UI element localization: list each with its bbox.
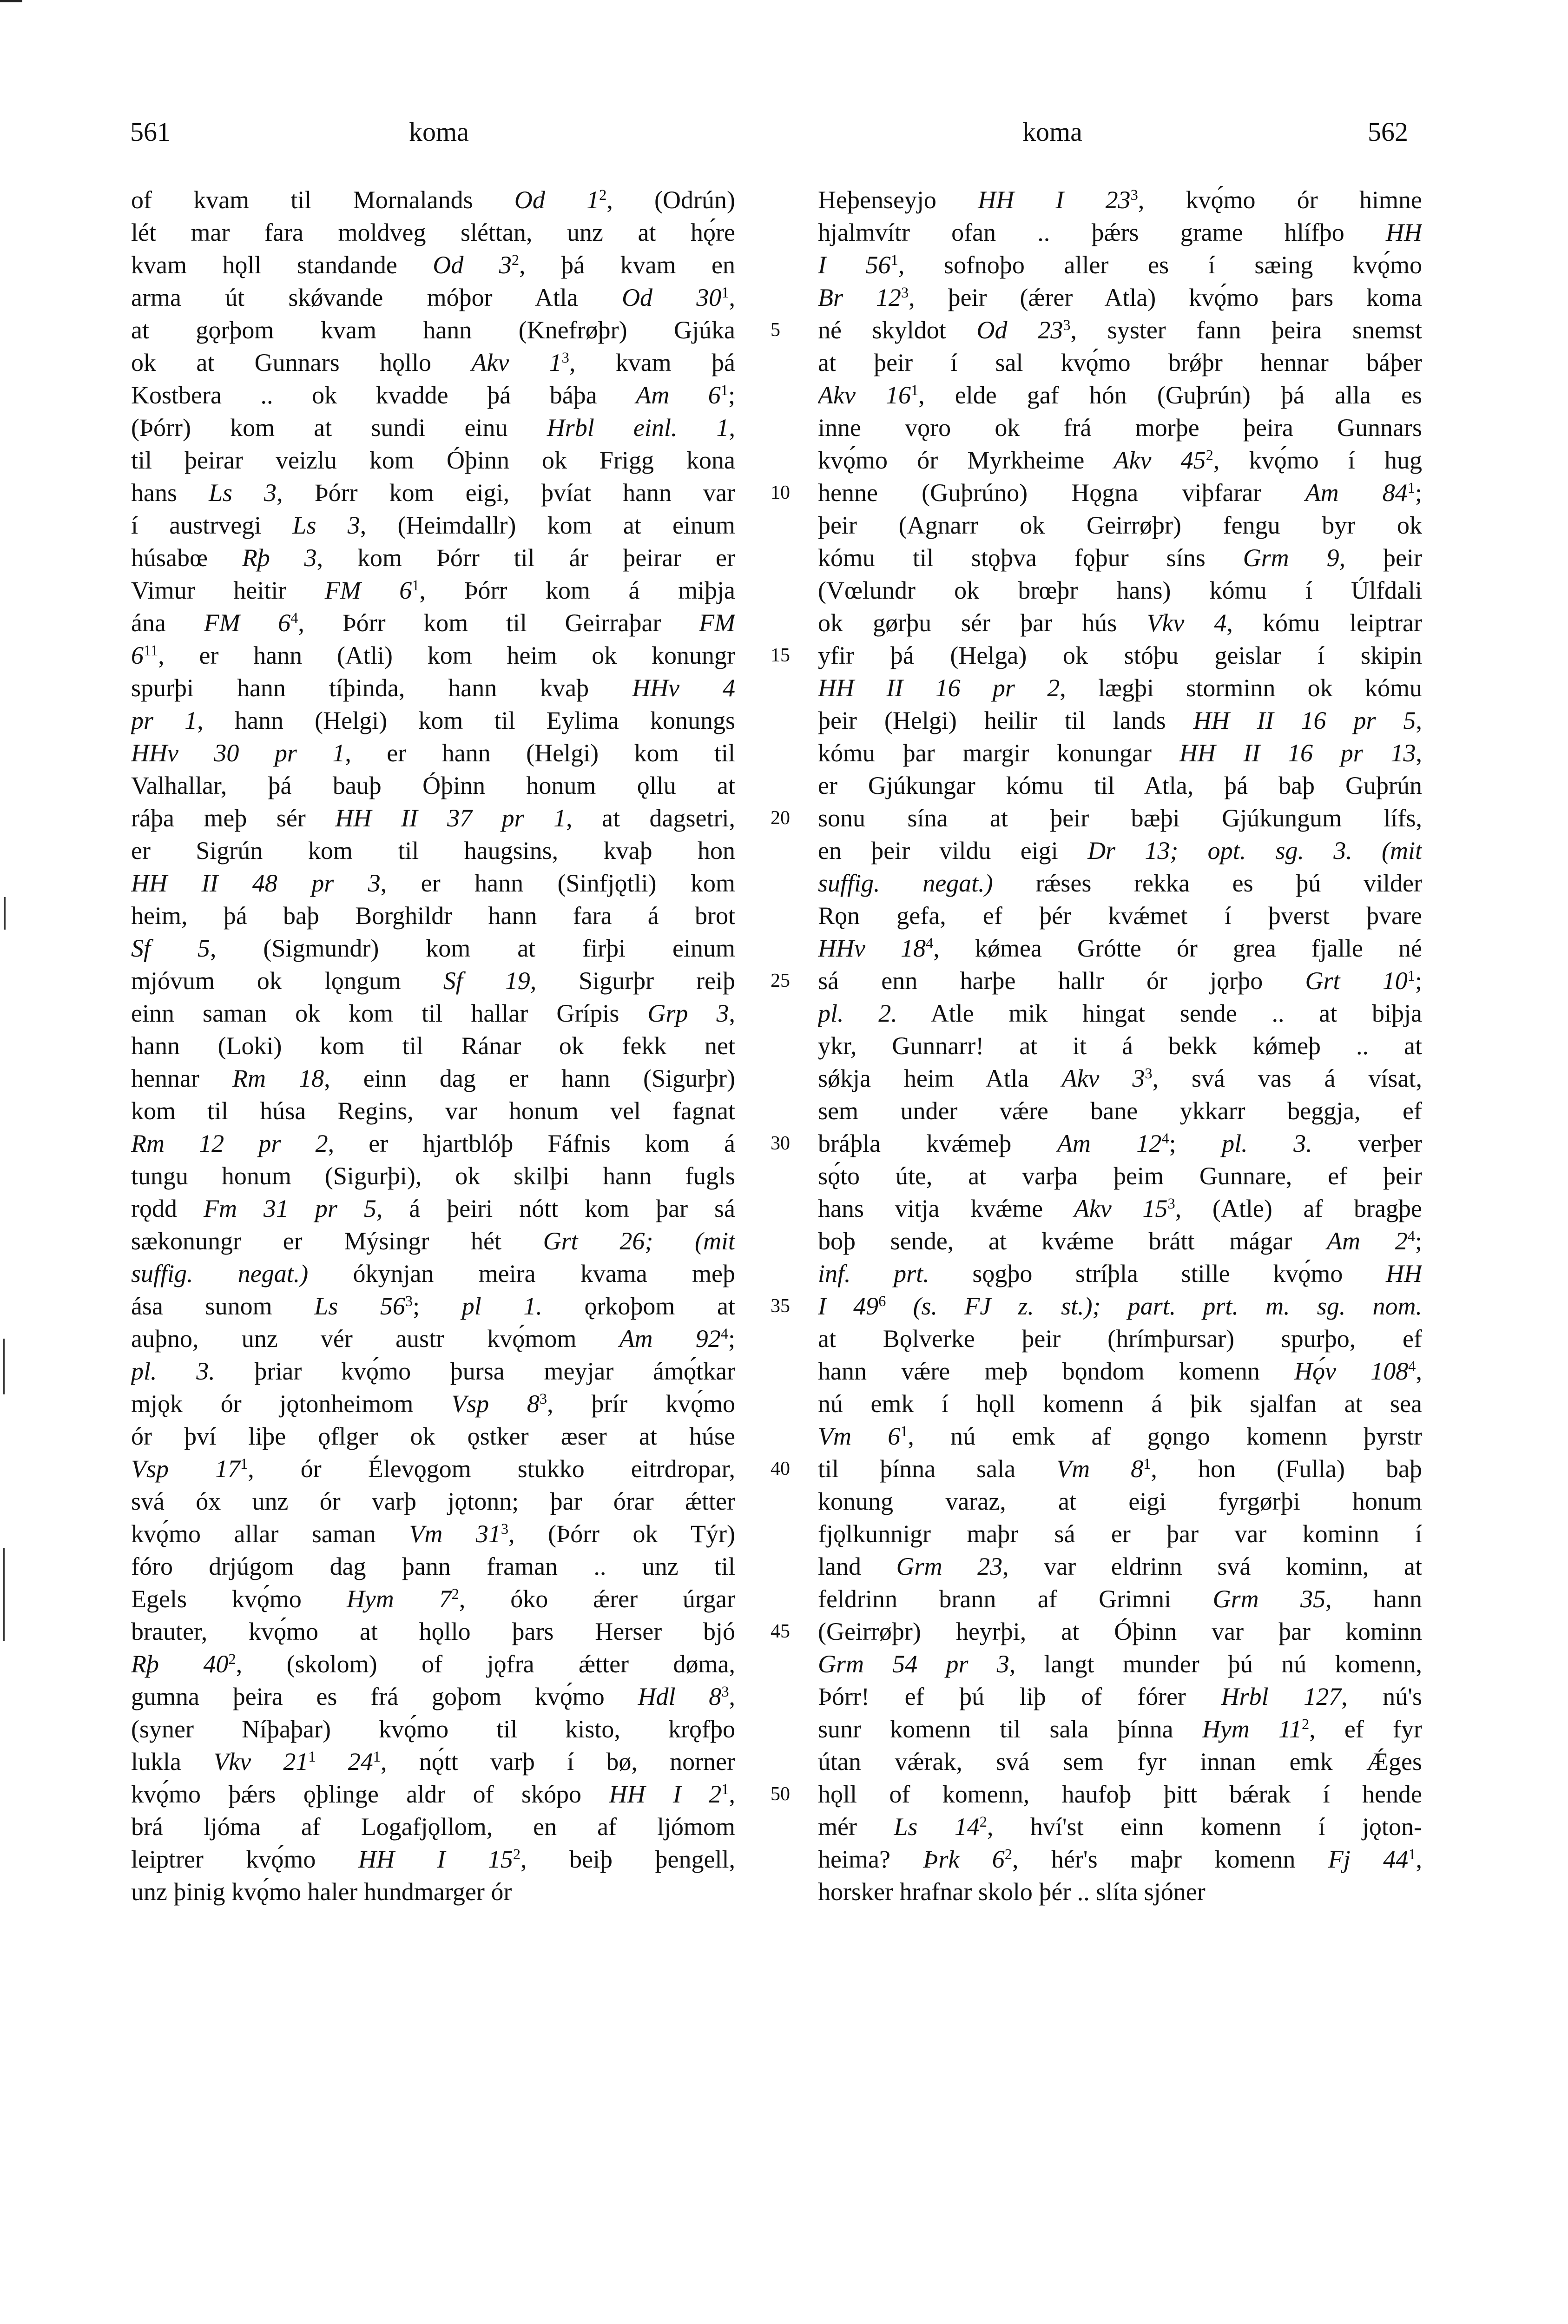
scan-margin-mark	[3, 1548, 5, 1641]
text-line: (Þórr) kom at sundi einu Hrbl einl. 1,	[131, 414, 735, 442]
right-column	[818, 184, 1422, 1908]
text-line: (syner Níþaþar) kvǫ́mo til kisto, krǫfþo	[131, 1715, 735, 1743]
text-line: sǿkja heim Atla Akv $3^3$, svá vas á vísat,	[818, 1064, 1422, 1092]
left-column	[131, 184, 735, 1908]
text-line: einn saman ok kom til hallar Grípis Grp 3,	[131, 999, 735, 1027]
text-line: pl. 2. Atle mik hingat sende .. at biþja	[818, 999, 1422, 1027]
text-line: (Geirrøþr) heyrþi, at Óþinn var þar kominn	[818, 1618, 1422, 1645]
text-line: land Grm 23, var eldrinn svá kominn, at	[818, 1552, 1422, 1580]
text-line: ykr, Gunnarr! at it á bekk kǿmeþ .. at	[818, 1032, 1422, 1060]
text-line: kvǫ́mo þǽrs ǫþlinge aldr of skópo HH I $2^1$,	[131, 1780, 735, 1808]
text-line: mér Ls $14^2$, hví'st einn komenn í jǫton-	[818, 1813, 1422, 1841]
text-line: suffig. negat.) ókynjan meira kvama meþ	[131, 1260, 735, 1287]
page-header	[0, 116, 1568, 172]
text-line: er Gjúkungar kómu til Atla, þá baþ Guþrún	[818, 772, 1422, 799]
text-line: kom til húsa Regins, var honum vel fagnat	[131, 1097, 735, 1125]
text-line: Rǫn gefa, ef þér kvǽmet í þverst þvare	[818, 902, 1422, 930]
text-line: Þórr! ef þú liþ of fórer Hrbl 127, nú's	[818, 1683, 1422, 1710]
text-line: konung varaz, at eigi fyrgørþi honum	[818, 1487, 1422, 1515]
text-line: HH II 48 pr 3, er hann (Sinfjǫtli) kom	[131, 869, 735, 897]
text-line: né skyldot Od $23^3$, syster fann þeira snemst	[818, 316, 1422, 344]
page-number-right: 562	[1368, 117, 1408, 147]
text-line: unz þinig kvǫ́mo haler hundmarger ór	[131, 1878, 512, 1906]
text-line: auþno, unz vér austr kvǫ́mom Am $92^4$;	[131, 1325, 735, 1353]
scan-margin-mark	[4, 897, 6, 930]
text-line: at þeir í sal kvǫ́mo brǿþr hennar báþer	[818, 349, 1422, 376]
text-line: inf. prt. sǫgþo stríþla stille kvǫ́mo HH	[818, 1260, 1422, 1287]
text-line: heima? Þrk $6^2$, hér's maþr komenn Fj $44^1$,	[818, 1845, 1422, 1873]
text-line: yfir þá (Helga) ok stóþu geislar í skipin	[818, 641, 1422, 669]
text-line: sǫ́to úte, at varþa þeim Gunnare, ef þeir	[818, 1162, 1422, 1190]
text-line: heim, þá baþ Borghildr hann fara á brot	[131, 902, 735, 930]
text-line: feldrinn brann af Grimni Grm 35, hann	[818, 1585, 1422, 1613]
text-line: pl. 3. þriar kvǫ́mo þursa meyjar ámǫ́tkar	[131, 1357, 735, 1385]
text-line: til þeirar veizlu kom Óþinn ok Frigg kona	[131, 446, 735, 474]
text-line: nú emk í hǫll komenn á þik sjalfan at sea	[818, 1390, 1422, 1418]
text-line: HHv 30 pr 1, er hann (Helgi) kom til	[131, 739, 735, 767]
text-line: brauter, kvǫ́mo at hǫllo þars Herser bjó	[131, 1618, 735, 1645]
line-number: 20	[771, 807, 790, 829]
text-line: Sf 5, (Sigmundr) kom at firþi einum	[131, 934, 735, 962]
text-line: hjalmvítr ofan .. þǽrs grame hlífþo HH	[818, 218, 1422, 246]
text-line: gumna þeira es frá goþom kvǫ́mo Hdl $8^3$,	[131, 1683, 735, 1710]
text-line: sonu sína at þeir bæþi Gjúkungum lífs,	[818, 804, 1422, 832]
text-line: Rþ $40^2$, (skolom) of jǫfra ǽtter døma,	[131, 1650, 735, 1678]
text-line: en þeir vildu eigi Dr 13; opt. sg. 3. (mit	[818, 837, 1422, 865]
text-line: $6^{11}$, er hann (Atli) kom heim ok konungr	[131, 641, 735, 669]
text-line: pr 1, hann (Helgi) kom til Eylima konungs	[131, 706, 735, 734]
page-number-left: 561	[130, 117, 171, 147]
text-line: fjǫlkunnigr maþr sá er þar var kominn í	[818, 1520, 1422, 1548]
text-line: I $49^6$ (s. FJ z. st.); part. prt. m. sg. nom.	[818, 1292, 1422, 1320]
text-line: Vsp $17^1$, ór Élevǫgom stukko eitrdropar,	[131, 1455, 735, 1483]
text-line: Akv $16^1$, elde gaf hón (Guþrún) þá alla es	[818, 381, 1422, 409]
text-line: Grm 54 pr 3, langt munder þú nú komenn,	[818, 1650, 1422, 1678]
text-line: ok gørþu sér þar hús Vkv 4, kómu leiptrar	[818, 609, 1422, 637]
text-line: kvam hǫll standande Od $3^2$, þá kvam en	[131, 251, 735, 279]
text-line: Egels kvǫ́mo Hym $7^2$, óko ǽrer úrgar	[131, 1585, 735, 1613]
text-line: kvǫ́mo allar saman Vm $31^3$, (Þórr ok Týr)	[131, 1520, 735, 1548]
text-line: ána FM $6^4$, Þórr kom til Geirraþar FM	[131, 609, 735, 637]
text-line: (Vœlundr ok brœþr hans) kómu í Úlfdali	[818, 576, 1422, 604]
text-line: hans Ls 3, Þórr kom eigi, þvíat hann var	[131, 479, 735, 507]
text-line: mjóvum ok lǫngum Sf 19, Sigurþr reiþ	[131, 967, 735, 995]
text-line: Br $12^3$, þeir (ǽrer Atla) kvǫ́mo þars koma	[818, 284, 1422, 311]
line-number: 25	[771, 970, 790, 991]
text-line: kómu þar margir konungar HH II 16 pr 13,	[818, 739, 1422, 767]
line-number: 50	[771, 1783, 790, 1805]
text-line: hǫll of komenn, haufoþ þitt bǽrak í hende	[818, 1780, 1422, 1808]
text-line: útan vǽrak, svá sem fyr innan emk Ǽges	[818, 1748, 1422, 1776]
text-line: þeir (Agnarr ok Geirrøþr) fengu byr ok	[818, 511, 1422, 539]
text-line: boþ sende, at kvǽme brátt mágar Am $2^4$;	[818, 1227, 1422, 1255]
text-line: HHv $18^4$, kǿmea Grótte ór grea fjalle né	[818, 934, 1422, 962]
text-line: húsabœ Rþ 3, kom Þórr til ár þeirar er	[131, 544, 735, 572]
text-line: svá óx unz ór varþ jǫtonn; þar órar ǽtter	[131, 1487, 735, 1515]
line-number: 35	[771, 1295, 790, 1317]
text-line: arma út skǿvande móþor Atla Od $30^1$,	[131, 284, 735, 311]
line-number: 30	[771, 1133, 790, 1154]
text-line: of kvam til Mornalands Od $1^2$, (Odrún)	[131, 186, 735, 214]
text-line: rǫdd Fm 31 pr 5, á þeiri nótt kom þar sá	[131, 1195, 735, 1222]
text-line: Rm 12 pr 2, er hjartblóþ Fáfnis kom á	[131, 1129, 735, 1157]
text-line: Vimur heitir FM $6^1$, Þórr kom á miþja	[131, 576, 735, 604]
text-line: sem under vǽre bane ykkarr beggja, ef	[818, 1097, 1422, 1125]
text-line: leiptrer kvǫ́mo HH I $15^2$, beiþ þengell,	[131, 1845, 735, 1873]
text-line: til þínna sala Vm $8^1$, hon (Fulla) baþ	[818, 1455, 1422, 1483]
scan-corner-mark	[0, 0, 22, 2]
text-line: kvǫ́mo ór Myrkheime Akv $45^2$, kvǫ́mo í hug	[818, 446, 1422, 474]
text-line: í austrvegi Ls 3, (Heimdallr) kom at einum	[131, 511, 735, 539]
text-line: lét mar fara moldveg sléttan, unz at hǫ́re	[131, 218, 735, 246]
running-head-left: koma	[409, 117, 469, 147]
text-line: ráþa meþ sér HH II 37 pr 1, at dagsetri,	[131, 804, 735, 832]
text-line: inne vǫro ok frá morþe þeira Gunnars	[818, 414, 1422, 442]
text-line: I $56^1$, sofnoþo aller es í sæing kvǫ́mo	[818, 251, 1422, 279]
text-line: tungu honum (Sigurþi), ok skilþi hann fugls	[131, 1162, 735, 1190]
text-line: ór því liþe ǫflger ok ǫstker æser at húse	[131, 1422, 735, 1450]
text-line: brá ljóma af Logafjǫllom, en af ljómom	[131, 1813, 735, 1841]
text-line: spurþi hann tíþinda, hann kvaþ HHv 4	[131, 674, 735, 702]
text-line: Valhallar, þá bauþ Óþinn honum ǫllu at	[131, 772, 735, 799]
text-line: ása sunom Ls $56^3$; pl 1. ǫrkoþom at	[131, 1292, 735, 1320]
text-line: Heþenseyjo HH I $23^3$, kvǫ́mo ór himne	[818, 186, 1422, 214]
line-number: 10	[771, 482, 790, 503]
text-line: hann vǽre meþ bǫndom komenn Hǫ́v $108^4$,	[818, 1357, 1422, 1385]
text-line: hann (Loki) kom til Ránar ok fekk net	[131, 1032, 735, 1060]
text-line: kómu til stǫþva fǫþur síns Grm 9, þeir	[818, 544, 1422, 572]
running-head-right: koma	[1022, 117, 1082, 147]
text-line: er Sigrún kom til haugsins, kvaþ hon	[131, 837, 735, 865]
text-line: bráþla kvǽmeþ Am $12^4$; pl. 3. verþer	[818, 1129, 1422, 1157]
text-line: lukla Vkv $21^1$ $24^1$, nǫ́tt varþ í bø, norner	[131, 1748, 735, 1776]
text-line: sækonungr er Mýsingr hét Grt 26; (mit	[131, 1227, 735, 1255]
text-line: at Bǫlverke þeir (hrímþursar) spurþo, ef	[818, 1325, 1422, 1353]
text-line: sunr komenn til sala þínna Hym $11^2$, ef fyr	[818, 1715, 1422, 1743]
line-number: 40	[771, 1458, 790, 1479]
text-line: mjǫk ór jǫtonheimom Vsp $8^3$, þrír kvǫ́mo	[131, 1390, 735, 1418]
line-number: 45	[771, 1621, 790, 1642]
text-line: fóro drjúgom dag þann framan .. unz til	[131, 1552, 735, 1580]
line-number: 15	[771, 645, 790, 666]
text-line: Kostbera .. ok kvadde þá báþa Am $6^1$;	[131, 381, 735, 409]
text-line: hennar Rm 18, einn dag er hann (Sigurþr)	[131, 1064, 735, 1092]
text-line: suffig. negat.) rǽses rekka es þú vilder	[818, 869, 1422, 897]
text-line: Vm $6^1$, nú emk af gǫngo komenn þyrstr	[818, 1422, 1422, 1450]
line-number: 5	[771, 319, 780, 341]
text-line: HH II 16 pr 2, lægþi storminn ok kómu	[818, 674, 1422, 702]
text-line: ok at Gunnars hǫllo Akv $1^3$, kvam þá	[131, 349, 735, 376]
text-line: henne (Guþrúno) Hǫgna viþfarar Am $84^1$;	[818, 479, 1422, 507]
text-line: sá enn harþe hallr ór jǫrþo Grt $10^1$;	[818, 967, 1422, 995]
scan-margin-mark	[3, 1339, 5, 1394]
text-line: hans vitja kvǽme Akv $15^3$, (Atle) af bragþe	[818, 1195, 1422, 1222]
text-line: þeir (Helgi) heilir til lands HH II 16 pr 5,	[818, 706, 1422, 734]
text-line: horsker hrafnar skolo þér .. slíta sjóner	[818, 1878, 1206, 1906]
text-line: at gǫrþom kvam hann (Knefrøþr) Gjúka	[131, 316, 735, 344]
